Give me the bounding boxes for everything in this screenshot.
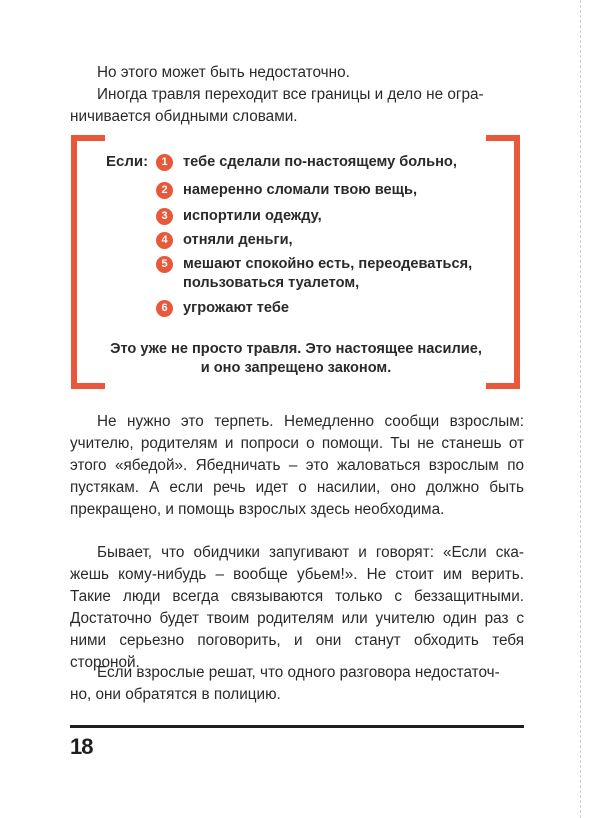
intro-line-1: Но этого может быть недостаточно. bbox=[97, 64, 350, 81]
paragraph-4-line-2: но, они обратятся в полицию. bbox=[70, 686, 281, 703]
callout-item-text: тебе сделали по-настоящему больно, bbox=[183, 154, 457, 170]
callout-item-text: испортили одежду, bbox=[183, 208, 322, 224]
number-badge-2: 2 bbox=[156, 182, 173, 199]
callout-lead: Если: bbox=[106, 153, 149, 170]
callout-item-line-1: мешают спокойно есть, переодеваться, bbox=[183, 256, 473, 272]
callout-summary-line-1: Это уже не просто травля. Это настоящее насилие, bbox=[110, 341, 482, 357]
callout-item-text: намеренно сломали твою вещь, bbox=[183, 182, 417, 198]
intro-paragraph bbox=[70, 62, 524, 128]
body-paragraph-2: Не нужно это терпеть. Немедленно сообщи взрослым: учителю, родителям и попроси о помощи. Ты не станешь от этого «ябедой». Ябедничать – это жаловаться взрослым по пустякам. А если речь идет о насилии, оно должно быть прекращено, и помощь взрослых здесь необходима. bbox=[70, 413, 524, 518]
number-badge-3: 3 bbox=[156, 208, 173, 225]
callout-item-text bbox=[183, 255, 503, 293]
intro-line-2: Иногда травля переходит все границы и дело не огра- bbox=[97, 86, 484, 103]
number-badge-1: 1 bbox=[156, 154, 173, 171]
body-paragraph-4 bbox=[70, 662, 524, 706]
footer-rule bbox=[70, 725, 524, 728]
intro-line-3: ничивается обидными словами. bbox=[70, 108, 298, 125]
paragraph-4-line-1: Если взрослые решат, что одного разговора недостаточ- bbox=[97, 664, 500, 681]
number-badge-4: 4 bbox=[156, 232, 173, 249]
page-edge bbox=[580, 0, 581, 818]
number-badge-5: 5 bbox=[156, 256, 173, 273]
callout-item-text: угрожают тебе bbox=[183, 300, 289, 316]
page-number: 18 bbox=[70, 734, 93, 759]
callout-item-text: отняли деньги, bbox=[183, 232, 293, 248]
body-paragraph-3: Бывает, что обидчики запугивают и говорят: «Если ска-жешь кому-нибудь – вообще убьем!». Не стоит им верить. Такие люди всегда связываются только с беззащитными. Достаточно будет твоим родителям или учителю один раз с ними серьезно поговорить, и они станут обходить тебя стороной. bbox=[70, 544, 524, 671]
callout-item-line-2: пользоваться туалетом, bbox=[183, 275, 360, 291]
number-badge-6: 6 bbox=[156, 300, 173, 317]
callout-summary bbox=[96, 340, 496, 378]
callout-summary-line-2: и оно запрещено законом. bbox=[200, 360, 392, 376]
